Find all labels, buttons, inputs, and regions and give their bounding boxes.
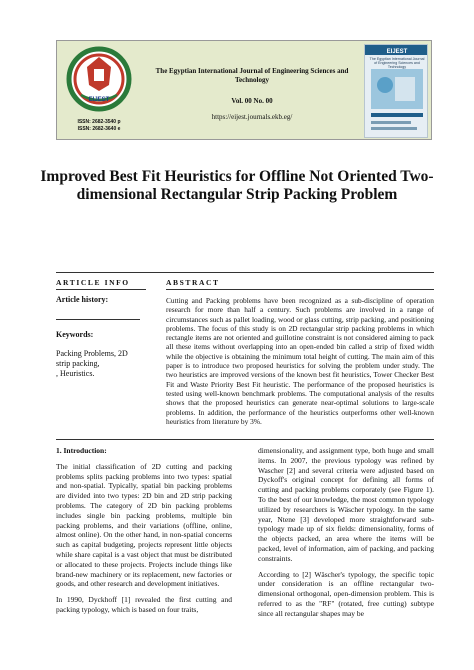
article-info (56, 295, 146, 379)
body-left-column (56, 446, 232, 621)
abstract-text: Cutting and Packing problems have been recognized as a sub-discipline of operation research for more than half a century. Such problems are involved in a range of circumstances such as pallet loading, wood or glass cutting, strip packing, and positioning problems. The focus of this study is on 2D rectangular strip packing problems in which rectangle items are not oriented and guillotine constraint is not considered aiming to pack all these items without overlapping into an open-ended bin called a strip of fixed width while the objective is obtaining the minimum total height of cutting. The main aim of this paper is to introduce two proposed heuristics for solving the problem under study. The two heuristics are improved versions of the known best fit heuristics, Tower Checker Best Fit and Waste Priority Best Fit heuristic. The performance of the proposed heuristics is tested using well-known benchmark problems. The computational analysis of the results shows that the proposed heuristics can generate near-optimal solutions to large-scale problems. In addition, the performance of the heuristics outperforms other well-known heuristics from literature by 3%. (166, 296, 434, 426)
journal-cover-image (364, 44, 428, 138)
journal-info (141, 41, 363, 141)
keyword-line: , Heuristics. (56, 369, 95, 378)
journal-logo (61, 45, 137, 137)
rule-under-headings-right (166, 289, 434, 290)
abstract-heading: ABSTRACT (166, 278, 220, 287)
keywords-label: Keywords: (56, 330, 94, 339)
journal-header (56, 40, 432, 140)
paper-title: Improved Best Fit Heuristics for Offline Not Oriented Two-dimensional Rectangular Strip Packing Problem (40, 168, 434, 203)
logo-text: EIJEST (88, 97, 110, 103)
issn-print: ISSN: 2682-3540 p (77, 119, 121, 125)
body-paragraph: According to [2] Wäscher's typology, the specific topic under consideration is an offline rectangular two-dimensional orthogonal, open-dimension problem. This is referred to as the "RF" (rotated, free cutting) subtype since all rectangular shapes may be (258, 569, 434, 618)
rule-history (56, 319, 140, 320)
article-history-label: Article history: (56, 295, 109, 304)
journal-logo-icon (61, 45, 137, 137)
body-right-column (258, 446, 434, 625)
cover-label: EIJEST (386, 49, 408, 55)
cover-title: The Egyptian International Journal of Engineering Sciences and Technology (369, 57, 425, 69)
journal-url[interactable]: https://eijest.journals.ekb.eg/ (211, 113, 293, 121)
rule-top (56, 272, 434, 273)
body-paragraph: The initial classification of 2D cutting and packing problems splits packing problems into two types: spatial and non-spatial. Typically, spatial bin packing problems are divided into two types: 2D bin and 2D strip packing problems. The category of 2D bin packing problems includes single bin packing problems, multiple bin packing problems, and their variations (offline, online, almost online). On the other hand, in non-spatial concerns such as capital budgeting, projects represent little objects while share capital is a vast object that must be distributed or allocated to these projects. Projects include things like brand-new machinery or its replacement, new factories or goods, and other research and development initiatives. (56, 461, 232, 589)
journal-title: The Egyptian International Journal of Engineering Sciences and Technology (155, 67, 349, 84)
keyword-line: Packing Problems, 2D (56, 349, 128, 358)
journal-volume: Vol. 00 No. 00 (231, 97, 273, 105)
article-info-heading: ARTICLE INFO (56, 278, 130, 287)
keyword-line: strip packing, (56, 359, 100, 368)
issn-online: ISSN: 2682-3640 e (77, 126, 121, 132)
rule-bottom (56, 439, 434, 440)
introduction-heading: 1. Introduction: (56, 446, 107, 455)
body-paragraph: In 1990, Dyckhoff [1] revealed the first cutting and packing typology, which is based on four traits, (56, 595, 232, 614)
rule-under-headings (56, 289, 146, 290)
body-paragraph: dimensionality, and assignment type, both huge and small items. In 2007, the previous typology was refined by Wascher [2] and several criteria were adjusted based on Dyckoff's original concept for defining all forms of cutting and packing problems corporately (see Figure 1). To the best of our knowledge, the most common typology utilized by researchers is Wäscher typology. In the same year, Ntene [3] developed more straightforward sub-typology made up of six fields: dimensionality, forms of the objects packed, an area where the items will be packed, level of information, aim of packing, and packing constraints. (258, 446, 434, 563)
